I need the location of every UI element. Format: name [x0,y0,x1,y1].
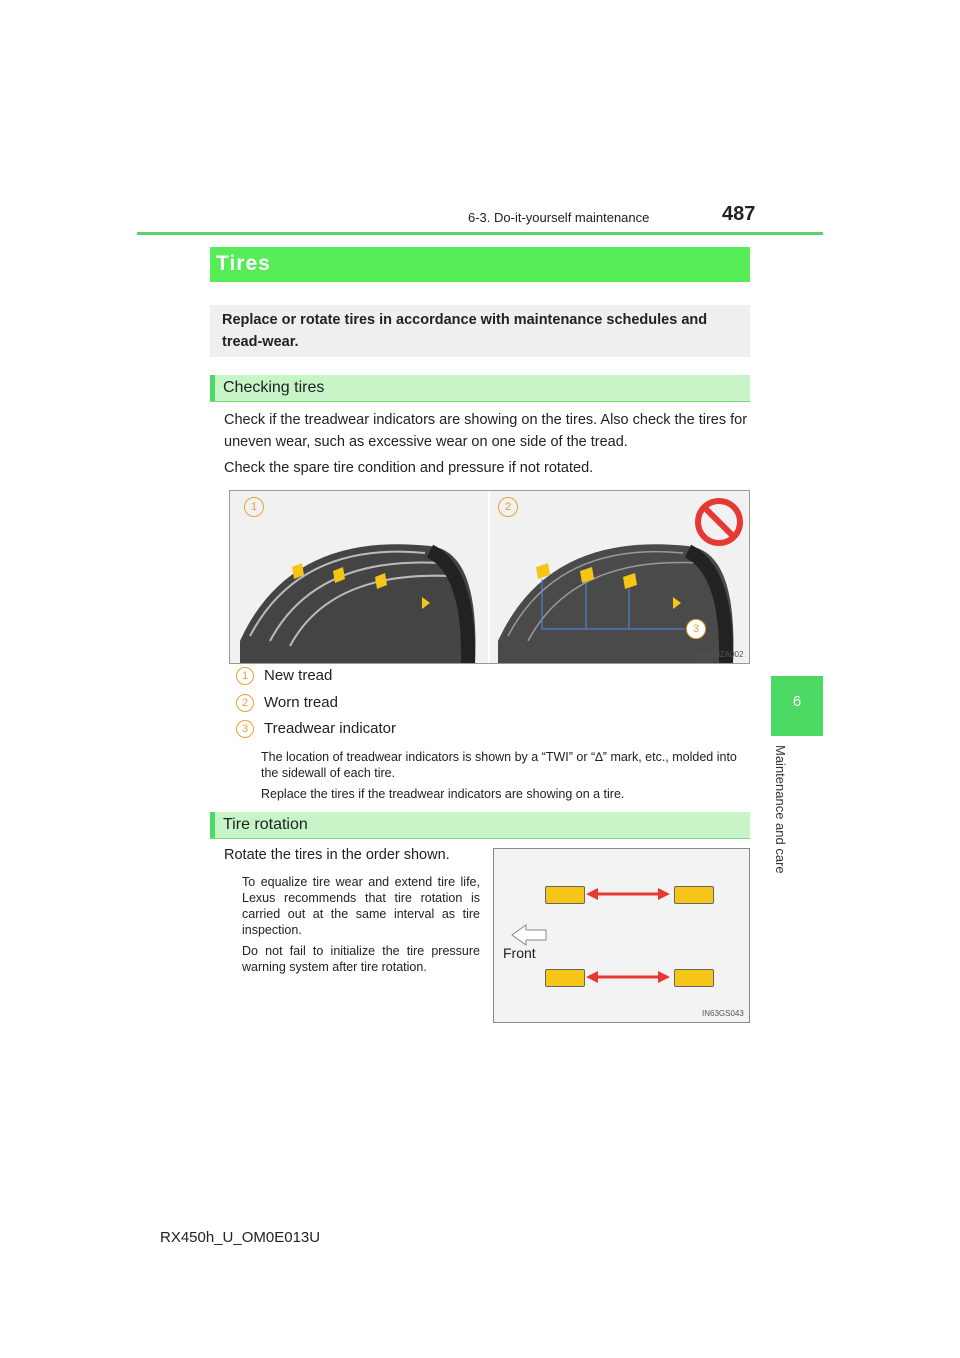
twi-note: The location of treadwear indicators is shown by a “TWI” or “∆” mark, etc., molded into the sidewall of each tire. [261,750,737,780]
legend-item: 2 Worn tread [236,694,338,712]
double-arrow-icon [586,888,670,900]
front-label: Front [503,945,536,961]
section-title: 6-3. Do-it-yourself maintenance [468,210,650,225]
chapter-tab: 6 [771,676,823,736]
page-title-bar [210,247,750,282]
page-title: Tires [216,252,271,275]
intro-box [210,305,750,357]
checking-tires-heading: Checking tires [210,375,750,402]
front-direction-arrow-icon [512,925,546,945]
replace-note: Replace the tires if the treadwear indicators are showing on a tire. [261,787,625,801]
callout-2: 2 [498,497,518,517]
worn-tread-image [490,491,749,663]
intro-text: Replace or rotate tires in accordance with maintenance schedules and tread-wear. [222,312,708,350]
callout-1: 1 [244,497,264,517]
new-tread-image [230,491,488,663]
rotation-note-2: Do not fail to initialize the tire pressure warning system after tire rotation. [242,944,480,974]
chapter-label: Maintenance and care [773,745,788,874]
rotation-arrows [494,849,749,1022]
checking-para-1: Check if the treadwear indicators are showing on the tires. Also check the tires for uneven wear, such as excessive wear on one side of the tread. [224,412,748,450]
document-code: RX450h_U_OM0E013U [160,1229,321,1246]
double-arrow-icon [586,971,670,983]
rotation-note-1: To equalize tire wear and extend tire life, Lexus recommends that tire rotation is carried out at the same interval as tire inspection. [242,875,480,937]
tread-illustration [230,491,749,663]
tread-figure [229,490,750,664]
rotation-para: Rotate the tires in the order shown. [224,847,450,863]
legend-item: 1 New tread [236,667,332,685]
page-number: 487 [722,203,756,225]
legend-item: 3 Treadwear indicator [236,720,396,738]
rotation-figure [493,848,750,1023]
figure-code: CLY63ZA002 [696,650,744,659]
tire-rotation-heading: Tire rotation [210,812,750,839]
checking-para-2: Check the spare tire condition and pressure if not rotated. [224,460,594,476]
callout-3: 3 [686,619,706,639]
figure-code: IN63GS043 [702,1009,744,1018]
header-rule [137,232,823,235]
